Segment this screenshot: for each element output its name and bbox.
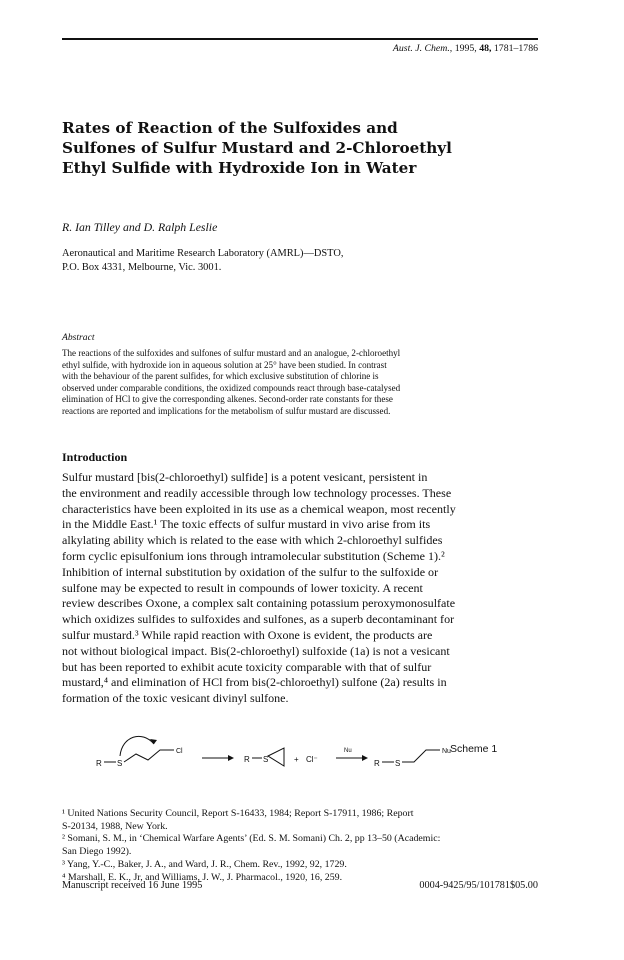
body-line: but has been reported to exhibit acute toxicity comparable with that of sulfur — [62, 659, 432, 674]
arrow-head — [228, 755, 234, 761]
abstract-line: reactions are reported and implications for the metabolism of sulfur mustard are discussed. — [62, 405, 391, 416]
footnote-line: ⁴ Marshall, E. K., Jr, and Williams, J. W., J. Pharmacol., 1920, 16, 259. — [62, 871, 343, 883]
abstract-line: ethyl sulfide, with hydroxide ion in aqueous solution at 25° have been studied. In contrast — [62, 359, 387, 370]
body-line: review describes Oxone, a complex salt containing potassium peroxymonosulfate — [62, 596, 456, 611]
footnote-line: ³ Yang, Y.-C., Baker, J. A., and Ward, J. R., Chem. Rev., 1992, 92, 1729. — [62, 858, 347, 870]
footnote-line: ² Somani, S. M., in ‘Chemical Warfare Agents’ (Ed. S. M. Somani) Ch. 2, pp 13–50 (Academic: — [62, 833, 441, 845]
title-line: Sulfones of Sulfur Mustard and 2-Chloroethyl — [62, 139, 452, 157]
atom-label: R — [374, 759, 380, 768]
body-line: characteristics have been exploited in its use as a chemical weapon, most recently — [62, 501, 456, 516]
atom-label: R — [244, 755, 250, 764]
journal-name: Aust. J. Chem., — [392, 43, 453, 54]
footnotes — [62, 808, 540, 884]
atom-label: S — [117, 759, 123, 768]
nucleophile-label: Nu — [344, 748, 352, 754]
footnote-line: ¹ United Nations Security Council, Report S-16433, 1984; Report S-17911, 1986; Report — [62, 808, 414, 819]
body-line: alkylating ability which is related to the ease with which 2-chloroethyl sulfides — [62, 533, 443, 548]
plus-sign: + — [294, 755, 299, 764]
received-date: Manuscript received 16 June 1995 — [62, 880, 203, 891]
body-line: the environment and readily accessible through low technology processes. These — [62, 485, 452, 500]
introduction-body — [62, 470, 540, 707]
affiliation-line: Aeronautical and Maritime Research Laboratory (AMRL)—DSTO, — [62, 248, 344, 259]
journal-volume: 48, — [479, 43, 492, 54]
abstract-line: elimination of HCl to give the corresponding alkenes. Second-order rate constants for these — [62, 394, 393, 405]
atom-label: S — [263, 755, 269, 764]
title-line: Ethyl Sulfide with Hydroxide Ion in Water — [62, 159, 417, 177]
episulfonium-ring — [268, 748, 284, 766]
title-line: Rates of Reaction of the Sulfoxides and — [62, 119, 398, 137]
abstract — [62, 348, 538, 418]
body-line: which oxidizes sulfides to sulfoxides and sulfones, as a superb decontaminant for — [62, 612, 455, 627]
atom-label: S — [395, 759, 401, 768]
abstract-line: with the behaviour of the parent sulfides, for which exclusive substitution of chlorine is — [62, 371, 379, 382]
body-line: Sulfur mustard [bis(2-chloroethyl) sulfide] is a potent vesicant, persistent in — [62, 470, 428, 484]
body-line: sulfone may be expected to result in compounds of lower toxicity. A recent — [62, 580, 423, 595]
article-code: 0004-9425/95/101781$05.00 — [419, 880, 538, 891]
body-line: mustard,⁴ and elimination of HCl from bis(2-chloroethyl) sulfone (2a) results in — [62, 675, 447, 690]
running-header — [393, 43, 538, 54]
body-line: sulfur mustard.³ While rapid reaction with Oxone is evident, the products are — [62, 627, 433, 642]
body-line: form cyclic episulfonium ions through intramolecular substitution (Scheme 1).² — [62, 548, 445, 563]
body-line: in the Middle East.¹ The toxic effects of sulfur mustard in vivo arise from its — [62, 517, 431, 532]
introduction-heading: Introduction — [62, 450, 128, 464]
abstract-heading: Abstract — [62, 332, 95, 343]
header-rule — [62, 38, 538, 40]
authors: R. Ian Tilley and D. Ralph Leslie — [62, 220, 218, 234]
arrow-head — [362, 755, 368, 761]
footnote-line: San Diego 1992). — [62, 846, 132, 858]
chloride-ion: Cl⁻ — [306, 755, 318, 764]
article-title — [62, 118, 482, 178]
body-line: Inhibition of internal substitution by oxidation of the sulfur to the sulfoxide or — [62, 564, 439, 579]
abstract-line: The reactions of the sulfoxides and sulfones of sulfur mustard and an analogue, 2-chloroethyl — [62, 348, 401, 358]
affiliation — [62, 247, 343, 275]
atom-label: R — [96, 759, 102, 768]
atom-label: Nu — [442, 748, 451, 755]
journal-year: 1995, — [454, 43, 477, 54]
affiliation-line: P.O. Box 4331, Melbourne, Vic. 3001. — [62, 262, 222, 273]
body-line: formation of the toxic vesicant divinyl sulfone. — [62, 691, 289, 706]
scheme-label: Scheme 1 — [450, 743, 498, 755]
atom-label: Cl — [176, 748, 183, 755]
bond-line — [402, 750, 440, 762]
abstract-line: observed under comparable conditions, the oxidized compounds react through base-catalysed — [62, 382, 401, 393]
journal-pages: 1781–1786 — [493, 43, 538, 54]
curly-arrow — [120, 736, 154, 756]
bond-line — [124, 750, 174, 762]
body-line: not without biological impact. Bis(2-chloroethyl) sulfoxide (1a) is not a vesicant — [62, 643, 450, 658]
footnote-line: S-20134, 1988, New York. — [62, 820, 168, 832]
